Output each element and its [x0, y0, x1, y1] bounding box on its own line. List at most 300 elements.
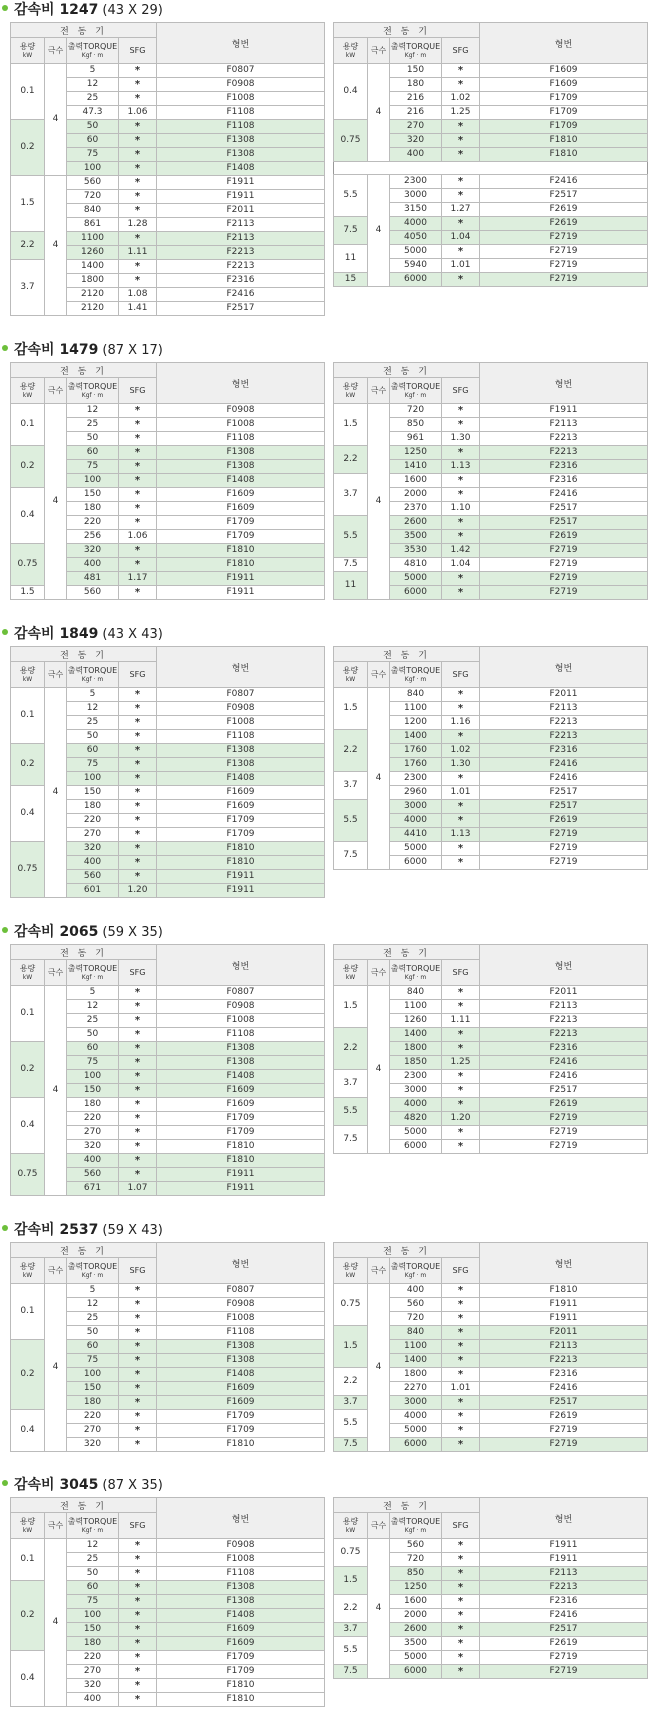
- torque-cell: 75: [67, 1056, 119, 1070]
- model-cell: F2719: [480, 245, 648, 259]
- pole-cell: 4: [45, 986, 67, 1196]
- kw-cell: 5.5: [334, 1098, 368, 1126]
- torque-header: [390, 1513, 442, 1539]
- model-cell: F1408: [157, 474, 325, 488]
- sfg-cell: *: [442, 1623, 480, 1637]
- kw-header-label: 용량: [19, 1262, 36, 1271]
- kw-cell: 0.1: [11, 1284, 45, 1340]
- model-cell: F0807: [157, 64, 325, 78]
- torque-cell: 400: [390, 1284, 442, 1298]
- model-cell: F2619: [480, 203, 648, 217]
- sfg-cell: 1.06: [119, 530, 157, 544]
- torque-cell: 60: [67, 1581, 119, 1595]
- section-title: [2, 624, 163, 644]
- pole-header: 극수: [368, 1258, 390, 1284]
- kw-cell: 3.7: [11, 260, 45, 316]
- sfg-cell: *: [442, 1424, 480, 1438]
- sfg-cell: *: [442, 175, 480, 189]
- torque-cell: 850: [390, 418, 442, 432]
- sfg-cell: *: [442, 1651, 480, 1665]
- torque-cell: 12: [67, 702, 119, 716]
- model-cell: F2719: [480, 586, 648, 600]
- torque-unit: Kgf · m: [81, 52, 104, 59]
- model-cell: F1308: [157, 1354, 325, 1368]
- model-cell: F2719: [480, 273, 648, 287]
- sfg-cell: *: [119, 688, 157, 702]
- sfg-cell: *: [442, 772, 480, 786]
- kw-cell: 5.5: [334, 516, 368, 558]
- model-header: 형번: [157, 647, 325, 688]
- table-row: [11, 64, 325, 78]
- torque-header: [390, 662, 442, 688]
- torque-cell: 25: [67, 1553, 119, 1567]
- sfg-cell: *: [119, 1098, 157, 1112]
- model-cell: F1609: [157, 1098, 325, 1112]
- model-cell: F2213: [480, 730, 648, 744]
- torque-header: [67, 662, 119, 688]
- model-cell: F2213: [480, 1014, 648, 1028]
- torque-cell: 12: [67, 1000, 119, 1014]
- torque-cell: 47.3: [67, 106, 119, 120]
- torque-cell: 1260: [67, 246, 119, 260]
- sfg-cell: *: [119, 176, 157, 190]
- torque-cell: 3500: [390, 530, 442, 544]
- torque-cell: 4810: [390, 558, 442, 572]
- header-row-motor: [334, 945, 648, 960]
- table-row: [334, 64, 648, 78]
- pole-cell: 4: [45, 176, 67, 316]
- kw-cell: 0.4: [11, 1098, 45, 1154]
- torque-cell: 6000: [390, 273, 442, 287]
- model-cell: F2011: [480, 688, 648, 702]
- model-cell: F2213: [480, 1028, 648, 1042]
- torque-cell: 1800: [67, 274, 119, 288]
- torque-cell: 50: [67, 730, 119, 744]
- model-cell: F1408: [157, 1609, 325, 1623]
- sfg-cell: *: [442, 418, 480, 432]
- model-cell: F0908: [157, 1298, 325, 1312]
- sfg-header: SFG: [119, 1258, 157, 1284]
- torque-cell: 5000: [390, 1424, 442, 1438]
- sfg-cell: *: [119, 1651, 157, 1665]
- model-cell: F1911: [157, 1182, 325, 1196]
- torque-cell: 1800: [390, 1042, 442, 1056]
- sfg-cell: *: [119, 772, 157, 786]
- torque-unit: Kgf · m: [404, 974, 427, 981]
- kw-unit: kW: [345, 1272, 356, 1279]
- sfg-cell: 1.02: [442, 744, 480, 758]
- sfg-cell: *: [442, 1326, 480, 1340]
- torque-cell: 100: [67, 1609, 119, 1623]
- torque-cell: 25: [67, 716, 119, 730]
- model-cell: F2416: [480, 1382, 648, 1396]
- kw-header-label: 용량: [19, 666, 36, 675]
- torque-cell: 180: [390, 78, 442, 92]
- torque-cell: 270: [67, 1665, 119, 1679]
- model-cell: F1609: [157, 502, 325, 516]
- model-cell: F1108: [157, 1028, 325, 1042]
- model-cell: F1108: [157, 120, 325, 134]
- torque-cell: 3000: [390, 1396, 442, 1410]
- torque-unit: Kgf · m: [404, 1272, 427, 1279]
- sfg-cell: *: [442, 148, 480, 162]
- bullet-icon: [2, 927, 8, 933]
- kw-header: [334, 662, 368, 688]
- spec-table-left: [10, 1497, 325, 1707]
- model-header: 형번: [157, 363, 325, 404]
- torque-unit: Kgf · m: [81, 1272, 104, 1279]
- model-cell: F2416: [480, 488, 648, 502]
- sfg-cell: *: [119, 502, 157, 516]
- sfg-cell: *: [119, 1112, 157, 1126]
- sfg-cell: *: [442, 217, 480, 231]
- model-cell: F2619: [480, 217, 648, 231]
- torque-cell: 560: [67, 1168, 119, 1182]
- model-cell: F1810: [480, 148, 648, 162]
- model-cell: F1609: [157, 1623, 325, 1637]
- motor-header: 전 동 기: [334, 1243, 480, 1258]
- model-cell: F2719: [480, 1651, 648, 1665]
- torque-header: [67, 38, 119, 64]
- kw-cell: 7.5: [334, 217, 368, 245]
- model-cell: F1008: [157, 716, 325, 730]
- pole-cell: 4: [368, 404, 390, 600]
- model-cell: F2719: [480, 856, 648, 870]
- sfg-cell: *: [119, 78, 157, 92]
- model-cell: F2719: [480, 828, 648, 842]
- torque-cell: 1400: [390, 1354, 442, 1368]
- kw-header: [11, 1258, 45, 1284]
- model-cell: F1709: [157, 1112, 325, 1126]
- sfg-cell: *: [119, 460, 157, 474]
- sfg-cell: 1.20: [442, 1112, 480, 1126]
- kw-unit: kW: [22, 1272, 33, 1279]
- model-cell: F2517: [157, 302, 325, 316]
- model-cell: F0908: [157, 78, 325, 92]
- torque-cell: 150: [67, 1084, 119, 1098]
- sfg-header: SFG: [442, 38, 480, 64]
- model-cell: F1308: [157, 1056, 325, 1070]
- sfg-cell: *: [119, 586, 157, 600]
- model-cell: F1911: [157, 176, 325, 190]
- torque-cell: 1250: [390, 446, 442, 460]
- sfg-cell: 1.01: [442, 786, 480, 800]
- model-cell: F1709: [157, 530, 325, 544]
- model-cell: F2517: [480, 502, 648, 516]
- kw-cell: 0.2: [11, 120, 45, 176]
- sfg-cell: 1.42: [442, 544, 480, 558]
- bullet-icon: [2, 5, 8, 11]
- torque-cell: 320: [67, 1679, 119, 1693]
- kw-cell: 0.4: [11, 488, 45, 544]
- torque-cell: 5: [67, 1284, 119, 1298]
- torque-cell: 320: [390, 134, 442, 148]
- model-cell: F1108: [157, 106, 325, 120]
- model-cell: F2316: [480, 1595, 648, 1609]
- kw-cell: 0.75: [334, 1539, 368, 1567]
- kw-header-label: 용량: [342, 1517, 359, 1526]
- torque-cell: 100: [67, 1368, 119, 1382]
- spec-table-right: [333, 362, 648, 600]
- torque-cell: 720: [390, 404, 442, 418]
- sfg-cell: *: [119, 544, 157, 558]
- torque-cell: 1400: [390, 730, 442, 744]
- torque-header-label: 출력TORQUE: [67, 1517, 118, 1526]
- sfg-cell: *: [442, 1028, 480, 1042]
- torque-cell: 12: [67, 404, 119, 418]
- kw-header-label: 용량: [342, 1262, 359, 1271]
- kw-cell: 3.7: [334, 474, 368, 516]
- kw-header-label: 용량: [19, 42, 36, 51]
- kw-cell: 0.1: [11, 404, 45, 446]
- model-cell: F1408: [157, 1368, 325, 1382]
- kw-cell: 11: [334, 245, 368, 273]
- sfg-cell: *: [119, 842, 157, 856]
- section-title: [2, 922, 163, 942]
- torque-cell: 75: [67, 758, 119, 772]
- sfg-cell: *: [442, 842, 480, 856]
- torque-cell: 1760: [390, 744, 442, 758]
- model-cell: F0807: [157, 986, 325, 1000]
- sfg-cell: *: [119, 1539, 157, 1553]
- torque-header: [390, 378, 442, 404]
- torque-cell: 216: [390, 92, 442, 106]
- torque-cell: 2000: [390, 488, 442, 502]
- kw-unit: kW: [22, 676, 33, 683]
- pole-cell: 4: [368, 175, 390, 287]
- torque-cell: 50: [67, 432, 119, 446]
- sfg-cell: *: [442, 1340, 480, 1354]
- sfg-cell: *: [442, 1539, 480, 1553]
- pole-header: 극수: [45, 38, 67, 64]
- table-row: [11, 176, 325, 190]
- sfg-cell: *: [442, 586, 480, 600]
- sfg-header: SFG: [442, 1258, 480, 1284]
- torque-cell: 180: [67, 1396, 119, 1410]
- model-cell: F1911: [480, 1298, 648, 1312]
- kw-unit: kW: [22, 52, 33, 59]
- spec-table-right: [333, 944, 648, 1154]
- kw-header-label: 용량: [19, 1517, 36, 1526]
- kw-cell: 0.75: [334, 1284, 368, 1326]
- model-cell: F2113: [480, 1000, 648, 1014]
- table-row: [11, 986, 325, 1000]
- model-cell: F1408: [157, 772, 325, 786]
- section-title-text: 감속비 1479: [14, 342, 99, 358]
- sfg-cell: 1.25: [442, 1056, 480, 1070]
- model-cell: F1810: [157, 1140, 325, 1154]
- torque-cell: 60: [67, 744, 119, 758]
- sfg-cell: *: [119, 418, 157, 432]
- torque-header-label: 출력TORQUE: [390, 382, 441, 391]
- torque-cell: 320: [67, 544, 119, 558]
- section-title: [2, 340, 163, 360]
- sfg-cell: 1.04: [442, 558, 480, 572]
- torque-cell: 60: [67, 1340, 119, 1354]
- pole-header: 극수: [368, 960, 390, 986]
- torque-cell: 180: [67, 502, 119, 516]
- sfg-cell: 1.10: [442, 502, 480, 516]
- table-row: [11, 404, 325, 418]
- kw-cell: 3.7: [334, 1070, 368, 1098]
- kw-cell: 0.2: [11, 1042, 45, 1098]
- sfg-cell: *: [442, 1098, 480, 1112]
- header-row-motor: [334, 1498, 648, 1513]
- kw-header: [334, 1258, 368, 1284]
- table-row: [334, 1539, 648, 1553]
- sfg-cell: *: [119, 190, 157, 204]
- model-cell: F2213: [480, 1354, 648, 1368]
- model-cell: F2719: [480, 231, 648, 245]
- torque-header-label: 출력TORQUE: [67, 964, 118, 973]
- model-cell: F1709: [157, 814, 325, 828]
- kw-cell: 5.5: [334, 1410, 368, 1438]
- torque-cell: 270: [67, 1424, 119, 1438]
- sfg-cell: 1.28: [119, 218, 157, 232]
- kw-unit: kW: [345, 392, 356, 399]
- model-cell: F1609: [157, 1637, 325, 1651]
- model-cell: F1810: [480, 1284, 648, 1298]
- model-cell: F1911: [157, 870, 325, 884]
- torque-unit: Kgf · m: [404, 676, 427, 683]
- model-cell: F1911: [157, 1168, 325, 1182]
- table-row: [334, 1284, 648, 1298]
- model-cell: F2416: [480, 1070, 648, 1084]
- torque-cell: 220: [67, 1112, 119, 1126]
- kw-cell: 0.4: [11, 1410, 45, 1452]
- model-cell: F2213: [157, 260, 325, 274]
- model-cell: F1911: [157, 586, 325, 600]
- sfg-cell: 1.01: [442, 259, 480, 273]
- kw-header: [334, 38, 368, 64]
- sfg-cell: *: [442, 572, 480, 586]
- torque-cell: 5: [67, 688, 119, 702]
- pole-header: 극수: [368, 378, 390, 404]
- torque-cell: 1100: [390, 702, 442, 716]
- kw-header: [334, 378, 368, 404]
- model-cell: F2316: [480, 474, 648, 488]
- spec-table-left: [10, 1242, 325, 1452]
- model-cell: F1308: [157, 744, 325, 758]
- sfg-cell: *: [442, 1553, 480, 1567]
- model-cell: F0908: [157, 404, 325, 418]
- torque-cell: 3530: [390, 544, 442, 558]
- kw-unit: kW: [22, 1527, 33, 1534]
- torque-cell: 2600: [390, 516, 442, 530]
- model-cell: F2619: [480, 530, 648, 544]
- pole-header: 극수: [45, 960, 67, 986]
- bullet-icon: [2, 1225, 8, 1231]
- model-cell: F1609: [157, 1084, 325, 1098]
- sfg-cell: 1.20: [119, 884, 157, 898]
- sfg-cell: *: [442, 1637, 480, 1651]
- sfg-cell: 1.06: [119, 106, 157, 120]
- header-row-motor: [11, 1243, 325, 1258]
- sfg-cell: *: [119, 1438, 157, 1452]
- pole-header: 극수: [45, 1258, 67, 1284]
- kw-unit: kW: [345, 676, 356, 683]
- sfg-cell: *: [442, 404, 480, 418]
- torque-cell: 3500: [390, 1637, 442, 1651]
- model-cell: F2213: [480, 1581, 648, 1595]
- model-cell: F1609: [157, 1382, 325, 1396]
- model-header: 형번: [480, 363, 648, 404]
- sfg-cell: *: [119, 474, 157, 488]
- kw-cell: 0.1: [11, 1539, 45, 1581]
- section-subtitle: (87 X 35): [102, 1478, 163, 1493]
- sfg-cell: *: [442, 1312, 480, 1326]
- kw-unit: kW: [22, 974, 33, 981]
- kw-cell: 0.1: [11, 688, 45, 744]
- model-cell: F2719: [480, 842, 648, 856]
- kw-cell: 2.2: [334, 446, 368, 474]
- torque-header: [67, 1258, 119, 1284]
- sfg-cell: *: [442, 986, 480, 1000]
- motor-header: 전 동 기: [334, 23, 480, 38]
- torque-cell: 2960: [390, 786, 442, 800]
- torque-cell: 4000: [390, 1410, 442, 1424]
- sfg-cell: *: [442, 1368, 480, 1382]
- kw-cell: 0.75: [11, 544, 45, 586]
- sfg-cell: *: [442, 1042, 480, 1056]
- sfg-cell: *: [442, 856, 480, 870]
- model-cell: F1008: [157, 1014, 325, 1028]
- torque-cell: 2120: [67, 288, 119, 302]
- sfg-cell: *: [442, 1140, 480, 1154]
- torque-unit: Kgf · m: [81, 974, 104, 981]
- torque-cell: 861: [67, 218, 119, 232]
- pole-cell: 4: [368, 688, 390, 870]
- sfg-cell: *: [119, 1581, 157, 1595]
- motor-header: 전 동 기: [11, 23, 157, 38]
- torque-cell: 3000: [390, 1084, 442, 1098]
- sfg-cell: *: [442, 1595, 480, 1609]
- pole-cell: 4: [45, 688, 67, 898]
- model-header: 형번: [157, 1243, 325, 1284]
- torque-header-label: 출력TORQUE: [390, 666, 441, 675]
- kw-cell: 1.5: [334, 404, 368, 446]
- torque-cell: 3150: [390, 203, 442, 217]
- kw-cell: 7.5: [334, 842, 368, 870]
- model-cell: F1911: [480, 404, 648, 418]
- sfg-cell: *: [119, 1424, 157, 1438]
- torque-cell: 1410: [390, 460, 442, 474]
- torque-unit: Kgf · m: [404, 1527, 427, 1534]
- model-cell: F2416: [157, 288, 325, 302]
- pole-cell: 4: [45, 64, 67, 176]
- model-cell: F1709: [157, 828, 325, 842]
- model-cell: F1709: [157, 1126, 325, 1140]
- torque-header: [390, 960, 442, 986]
- torque-cell: 840: [67, 204, 119, 218]
- torque-cell: 320: [67, 1140, 119, 1154]
- section-subtitle: (87 X 17): [102, 343, 163, 358]
- model-cell: F1911: [480, 1553, 648, 1567]
- model-cell: F2113: [480, 1567, 648, 1581]
- torque-header: [67, 1513, 119, 1539]
- kw-cell: 5.5: [334, 175, 368, 217]
- sfg-cell: *: [119, 1000, 157, 1014]
- model-cell: F1810: [157, 842, 325, 856]
- sfg-cell: *: [442, 530, 480, 544]
- model-cell: F2011: [480, 1326, 648, 1340]
- table-row: [334, 175, 648, 189]
- sfg-cell: *: [442, 1000, 480, 1014]
- spec-table-left: [10, 944, 325, 1196]
- sfg-cell: 1.11: [442, 1014, 480, 1028]
- torque-cell: 1250: [390, 1581, 442, 1595]
- model-cell: F1709: [480, 120, 648, 134]
